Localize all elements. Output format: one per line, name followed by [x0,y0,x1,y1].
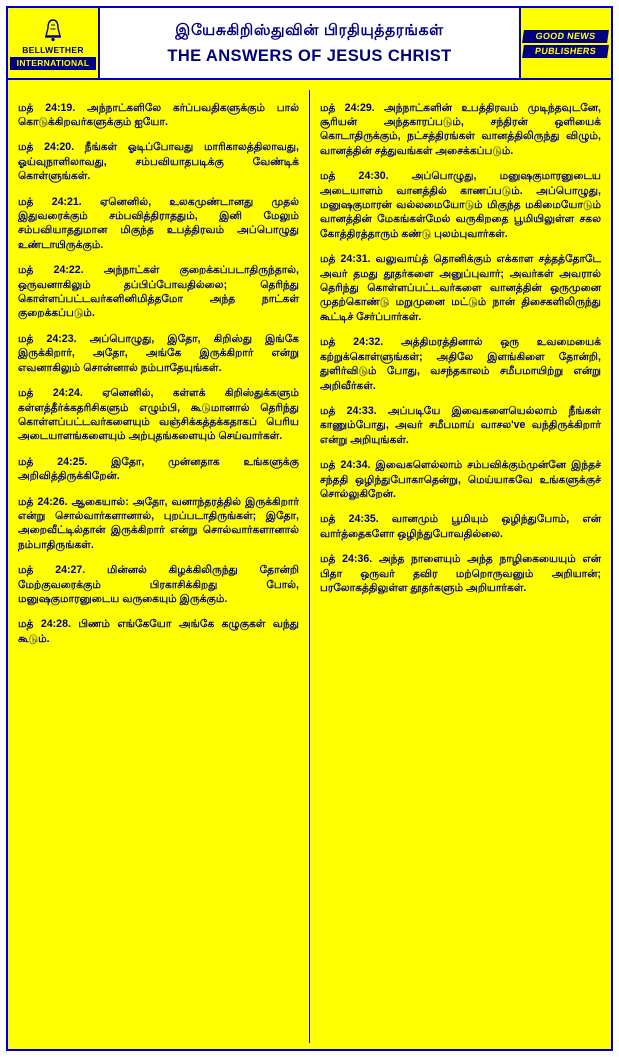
good-news-logo-line1: GOOD NEWS [523,30,610,43]
verse-paragraph: மத் 24:25. இதோ, முன்னதாக உங்களுக்கு அறிவித்திருக்கிறேன். [18,455,299,483]
verse-paragraph: மத் 24:31. வலுவாய்த் தொனிக்கும் எக்காள சத்தத்தோடே அவர் தமது தூதர்களை அனுப்புவார்; அவர்கள் அவரால் தெரிந்து கொள்ளப்பட்டவர்களை வானத்தின் ஒருமுனை முதற்கொண்டு மறுமுனை மட்டும் நான் திசைகளிலிருந்து கூட்டிச் சேர்ப்பார்கள். [320,253,601,323]
verse-paragraph: மத் 24:24. ஏனெனில், கள்ளக் கிறிஸ்துக்களும் கள்ளத்தீர்க்கதரிசிகளும் எழும்பி, கூடுமானால் தெரிந்து கொள்ளப்பட்டவர்களையும் வஞ்சிக்கத்தக்கதாகப் பெரிய அடையாளங்களையும் அற்புதங்களையும் செய்வார்கள். [18,387,299,443]
page-title-english: THE ANSWERS OF JESUS CHRIST [167,46,452,65]
verse-paragraph: மத் 24:34. இவைகளெல்லாம் சம்பவிக்கும்முன்னே இந்தச் சந்ததி ஒழிந்துபோகாதென்று, மெய்யாகவே உங்களுக்குச் சொல்லுகிறேன். [320,459,601,500]
verse-paragraph: மத் 24:28. பிணம் எங்கேயோ அங்கே கழுகுகள் வந்து கூடும். [18,618,299,645]
verse-paragraph: மத் 24:35. வானமும் பூமியும் ஒழிந்துபோம், என் வார்த்தைகளோ ஒழிந்துபோவதில்லை. [320,513,601,540]
verse-paragraph: மத் 24:21. ஏனெனில், உலகமுண்டானது முதல் இதுவரைக்கும் சம்பவித்திராததும், இனி மேலும் சம்பவியாததுமான மிகுந்த உபத்திரவம் அப்பொழுது உண்டாயிருக்கும். [18,195,299,251]
verse-paragraph: மத் 24:19. அந்நாட்களிலே கர்ப்பவதிகளுக்கும் பால் கொடுக்கிறவர்களுக்கும் ஐயோ. [18,101,299,128]
good-news-logo-line2: PUBLISHERS [523,45,610,58]
verse-paragraph: மத் 24:32. அத்திமரத்தினால் ஒரு உவமையைக் கற்றுக்கொள்ளுங்கள்; அதிலே இளங்கிளை தோன்றி, துளிர்விடும் போது, வசந்தகாலம் சமீபமாயிற்று என்று அறிவீர்கள். [320,336,601,392]
verse-paragraph: மத் 24:30. அப்பொழுது, மனுஷகுமாரனுடைய அடையாளம் வானத்தில் காணப்படும். அப்பொழுது, மனுஷகுமாரன் வல்லமையோடும் மிகுந்த மகிமையோடும் வானத்தின் மேகங்கள்மேல் வருகிறதை பூமியிலுள்ள சகல கோத்திரத்தாரும் கண்டு புலம்புவார்கள். [320,170,601,240]
good-news-publishers-logo [519,8,611,78]
verse-paragraph: மத் 24:36. அந்த நாளையும் அந்த நாழிகையையும் என் பிதா ஒருவர் தவிர மற்றொருவனும் அறியான்; பரலோகத்திலுள்ள தூதர்களும் அறியார்கள். [320,553,601,594]
document-frame [6,6,613,1051]
document-header [8,8,611,80]
column-right [310,90,611,1043]
document-body [8,80,611,1049]
verse-paragraph: மத் 24:26. ஆகையால்: அதோ, வனாந்தரத்தில் இருக்கிறார் என்று சொல்வார்களானால், புறப்படாதிருங்கள்; இதோ, அறைவீட்டில்தான் இருக்கிறார் என்று சொல்வார்களானால் நம்பாதிருங்கள். [18,495,299,551]
verse-paragraph: மத் 24:22. அந்நாட்கள் குறைக்கப்படாதிருந்தால், ஒருவனாகிலும் தப்பிப்போவதில்லை; தெரிந்து கொள்ளப்பட்டவர்களினிமித்தமோ அந்த நாட்கள் குறைக்கப்படும். [18,264,299,320]
verse-paragraph: மத் 24:23. அப்பொழுது, இதோ, கிறிஸ்து இங்கே இருக்கிறார், அதோ, அங்கே இருக்கிறார் என்று எவனாகிலும் சொன்னால் நம்பாதேயுங்கள். [18,332,299,374]
bell-emblem-icon [40,17,66,43]
verse-paragraph: மத் 24:20. நீங்கள் ஓடிப்போவது மாரிகாலத்திலாவது, ஓய்வுநாளிலாவது, சம்பவியாதபடிக்கு வேண்டிக் கொள்ளுங்கள். [18,141,299,183]
column-left [8,90,310,1043]
bellwether-logo-line2: INTERNATIONAL [10,57,96,70]
verse-paragraph: மத் 24:29. அந்நாட்களின் உபத்திரவம் முடிந்தவுடனே, சூரியன் அந்தகாரப்படும், சந்திரன் ஒளியைக் கொடாதிருக்கும், நட்சத்திரங்கள் வானத்திலிருந்து விழும், வானத்தின் சத்துவங்கள் அசைக்கப்படும். [320,101,601,157]
good-news-logo-stack [529,29,602,58]
verse-paragraph: மத் 24:27. மின்னல் கிழக்கிலிருந்து தோன்றி மேற்குவரைக்கும் பிரகாசிக்கிறது போல், மனுஷகுமாரனுடைய வருகையும் இருக்கும். [18,564,299,605]
verse-paragraph: மத் 24:33. அப்படியே இவைகளையெல்லாம் நீங்கள் காணும்போது, அவர் சமீபமாய் வாசல've வந்திருக்கிறார் என்று அறியுங்கள். [320,404,601,446]
bellwether-international-logo [8,8,100,78]
page-title-tamil: இயேசுகிறிஸ்துவின் பிரதியுத்தரங்கள் [175,21,444,39]
bellwether-logo-line1: BELLWETHER [22,44,84,55]
document-title-block [100,8,519,78]
